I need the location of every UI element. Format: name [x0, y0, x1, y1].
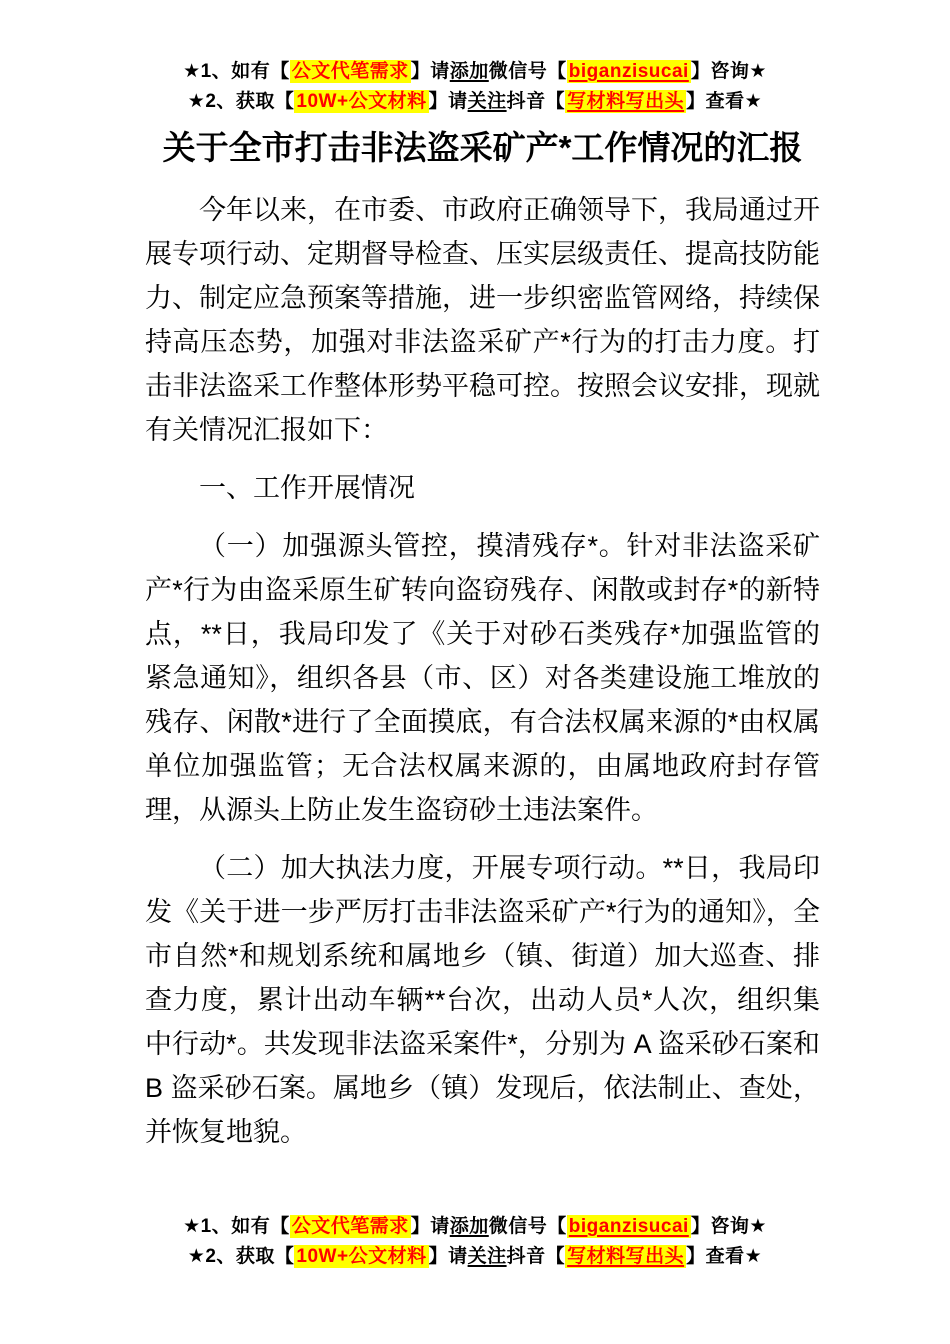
document-body	[145, 188, 820, 1154]
promo-text: 】查看★	[686, 91, 763, 112]
promo-text: ★1、如有【	[183, 1216, 290, 1237]
promo-text: 】请	[428, 1246, 468, 1267]
promo-header-line-1	[0, 57, 950, 87]
promo-header-banner	[0, 0, 950, 117]
promo-action-follow: 关注	[467, 1246, 507, 1267]
promo-offer-highlight: 10W+公文材料	[296, 91, 427, 112]
promo-douyin-name: 写材料写出头	[567, 1246, 685, 1267]
paragraph-1-1: （一）加强源头管控，摸清残存*。针对非法盗采矿产*行为由盗采原生矿转向盗窃残存、闲散或封存*的新特点，**日，我局印发了《关于对砂石类残存*加强监管的紧急通知》，组织各县（市、区）对各类建设施工堆放的残存、闲散*进行了全面摸底，有合法权属来源的*由权属单位加强监管；无合法权属来源的，由属地政府封存管理，从源头上防止发生盗窃砂土违法案件。	[145, 530, 820, 825]
promo-text: 抖音【	[506, 91, 566, 112]
promo-text: ★1、如有【	[183, 61, 290, 82]
promo-service-highlight: 公文代笔需求	[291, 61, 409, 82]
promo-text: 】咨询★	[690, 61, 767, 82]
promo-text: ★2、获取【	[187, 91, 295, 112]
document-title: 关于全市打击非法盗采矿产*工作情况的汇报	[162, 129, 803, 166]
promo-footer-line-2	[0, 1242, 950, 1272]
promo-footer-line-1	[0, 1212, 950, 1242]
promo-text: ★2、获取【	[187, 1246, 295, 1267]
promo-header-line-2	[0, 87, 950, 117]
promo-action-add: 添加	[449, 61, 489, 82]
promo-action-follow: 关注	[467, 91, 507, 112]
promo-text: 】请	[410, 1216, 450, 1237]
promo-wechat-id: biganzisucai	[568, 61, 689, 82]
promo-offer-highlight: 10W+公文材料	[296, 1246, 427, 1267]
intro-paragraph: 今年以来，在市委、市政府正确领导下，我局通过开展专项行动、定期督导检查、压实层级责任、提高技防能力、制定应急预案等措施，进一步织密监管网络，持续保持高压态势，加强对非法盗采矿产*行为的打击力度。打击非法盗采工作整体形势平稳可控。按照会议安排，现就有关情况汇报如下：	[145, 194, 820, 445]
promo-text: 】咨询★	[690, 1216, 767, 1237]
promo-text: 微信号【	[488, 61, 567, 82]
promo-douyin-name: 写材料写出头	[567, 91, 685, 112]
promo-action-add: 添加	[449, 1216, 489, 1237]
promo-footer-banner	[0, 1212, 950, 1272]
paragraph-1-2: （二）加大执法力度，开展专项行动。**日，我局印发《关于进一步严厉打击非法盗采矿产*行为的通知》，全市自然*和规划系统和属地乡（镇、街道）加大巡查、排查力度，累计出动车辆**台次，出动人员*人次，组织集中行动*。共发现非法盗采案件*，分别为 A 盗采砂石案和 B 盗采砂石案。属地乡（镇）发现后，依法制止、查处，并恢复地貌。	[145, 852, 820, 1147]
promo-service-highlight: 公文代笔需求	[291, 1216, 409, 1237]
promo-text: 抖音【	[506, 1246, 566, 1267]
promo-text: 】查看★	[686, 1246, 763, 1267]
promo-text: 】请	[428, 91, 468, 112]
promo-text: 】请	[410, 61, 450, 82]
promo-wechat-id: biganzisucai	[568, 1216, 689, 1237]
section-1-heading: 一、工作开展情况	[199, 472, 415, 503]
promo-text: 微信号【	[488, 1216, 567, 1237]
